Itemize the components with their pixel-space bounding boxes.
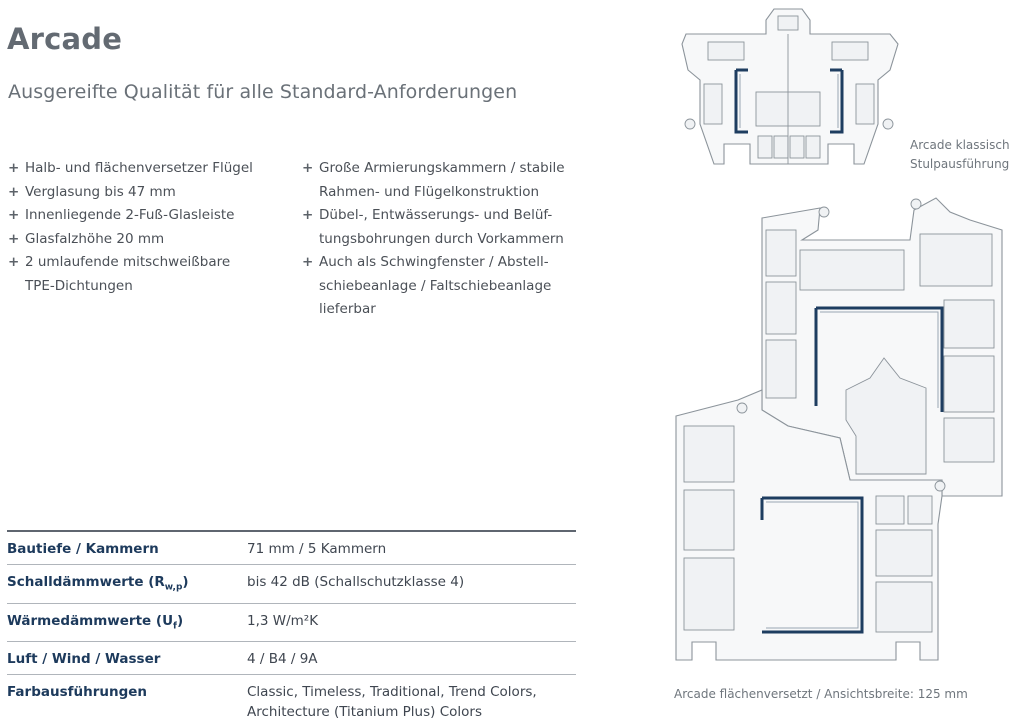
plus-icon: + (8, 254, 20, 270)
spec-row-depth (7, 532, 576, 565)
plus-icon: + (8, 207, 20, 223)
plus-icon: + (302, 254, 314, 270)
spec-value: bis 42 dB (Schallschutzklasse 4) (247, 574, 465, 590)
caption-line: Arcade klassisch (910, 138, 1010, 152)
plus-icon: + (8, 230, 20, 247)
feature-item (302, 157, 587, 204)
feature-text-line: tungsbohrungen durch Vorkammern (319, 230, 564, 247)
stulp-profile-section-drawing (678, 4, 903, 170)
page-subtitle: Ausgereifte Qualität für alle Standard-Anforderungen (8, 81, 518, 103)
caption-line: Stulpausführung (910, 157, 1010, 171)
spec-row-air (7, 642, 576, 675)
feature-text-line: Verglasung bis 47 mm (25, 183, 176, 200)
feature-list-right (302, 157, 587, 322)
plus-icon: + (302, 160, 314, 176)
feature-item (302, 204, 587, 251)
spec-value: 1,3 W/m²K (247, 612, 319, 629)
plus-icon: + (302, 207, 314, 223)
spec-row-colors (7, 675, 576, 727)
spec-value (247, 682, 576, 722)
feature-text-line: lieferbar (319, 301, 376, 317)
spec-label-end: ) (176, 612, 184, 629)
spec-value-line: Architecture (Titanium Plus) Colors (247, 704, 482, 721)
feature-text-line: Große Armierungskammern / stabile (319, 160, 565, 176)
spec-label-subscript: f (173, 621, 177, 632)
plus-icon: + (8, 183, 20, 200)
spec-label: Farbausführungen (7, 684, 148, 701)
feature-item (8, 251, 293, 298)
feature-item (302, 251, 587, 322)
feature-text-line: Auch als Schwingfenster / Abstell- (319, 254, 549, 270)
spec-value-line: Classic, Timeless, Traditional, Trend Colors, (247, 684, 537, 701)
spec-label: Bautiefe / Kammern (7, 541, 159, 557)
feature-text-line: schiebeanlage / Faltschiebeanlage (319, 277, 552, 294)
page-title: Arcade (7, 22, 123, 56)
feature-text-line: Glasfalzhöhe 20 mm (25, 230, 165, 247)
feature-item (8, 228, 293, 252)
feature-text-line: Innenliegende 2-Fuß-Glasleiste (25, 207, 235, 223)
spec-label-text: Schalldämmwerte (R (7, 574, 165, 590)
spec-row-heat (7, 604, 576, 643)
feature-item (8, 157, 293, 181)
feature-text-line: Rahmen- und Flügelkonstruktion (319, 183, 540, 200)
spec-label (7, 572, 247, 598)
feature-text-line: Dübel-, Entwässerungs- und Belüf- (319, 207, 553, 223)
feature-text-line: Halb- und flächenversetzer Flügel (25, 160, 253, 176)
spec-label-end: ) (182, 574, 189, 590)
feature-item (8, 204, 293, 228)
feature-list-left (8, 157, 293, 298)
spec-value: 4 / B4 / 9A (247, 651, 318, 668)
spec-value: 71 mm / 5 Kammern (247, 541, 387, 557)
plus-icon: + (8, 160, 20, 176)
drawing-caption-bottom: Arcade flächenversetzt / Ansichtsbreite: 125 mm (674, 687, 968, 701)
drawing-caption-top (910, 136, 1024, 174)
feature-text-line: TPE-Dichtungen (25, 277, 133, 294)
spec-label: Luft / Wind / Wasser (7, 651, 161, 668)
feature-text-line: 2 umlaufende mitschweißbare (25, 254, 231, 270)
spec-label-text: Wärmedämmwerte (U (7, 612, 174, 629)
spec-table (7, 530, 576, 727)
feature-item (8, 181, 293, 205)
spec-row-sound (7, 565, 576, 604)
flush-sash-profile-section-drawing (670, 190, 1010, 675)
spec-label-subscript: w,p (164, 582, 183, 593)
spec-label (7, 611, 247, 637)
